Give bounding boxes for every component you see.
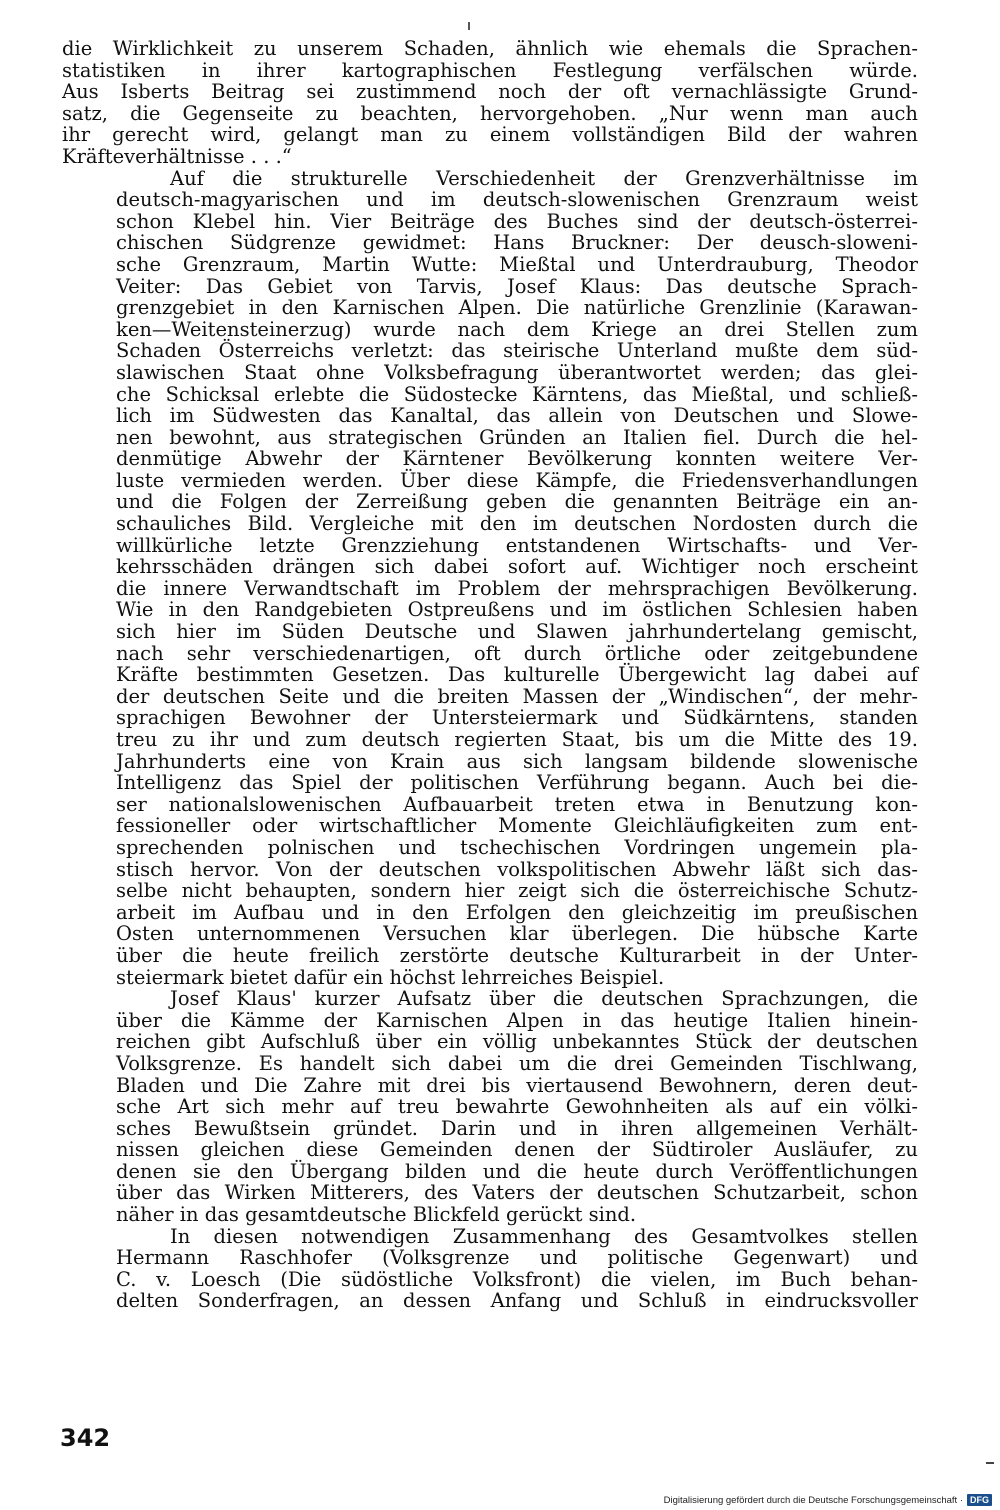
text-line: luste vermieden werden. Über diese Kämpfe, die Friedensverhandlungen: [116, 468, 918, 492]
text-line: Bladen und Die Zahre mit drei bis viertausend Bewohnern, deren deut-: [116, 1073, 918, 1097]
paragraph: [62, 988, 918, 1226]
text-line: nissen gleichen diese Gemeinden denen der Südtiroler Ausläufer, zu: [116, 1138, 918, 1162]
text-line: denen sie den Übergang bilden und die heute durch Veröffentlichungen: [116, 1159, 918, 1183]
text-line: che Schicksal erlebte die Südostecke Kärntens, das Mießtal, und schließ-: [116, 382, 918, 406]
text-line: Volksgrenze. Es handelt sich dabei um die drei Gemeinden Tischlwang,: [116, 1051, 918, 1075]
paragraph: [62, 1226, 918, 1312]
footer-credit: Digitalisierung gefördert durch die Deutsche Forschungsgemeinschaft ·: [663, 1494, 963, 1506]
text-line: delten Sonderfragen, an dessen Anfang und Schluß in eindrucksvoller: [116, 1289, 918, 1313]
body-text: [62, 38, 918, 1312]
text-line: grenzgebiet in den Karnischen Alpen. Die natürliche Grenzlinie (Karawan-: [116, 296, 918, 320]
text-line: ser nationalslowenischen Aufbauarbeit treten etwa in Benutzung kon-: [116, 792, 918, 816]
text-line: der deutschen Seite und die breiten Massen der „Windischen“, der mehr-: [116, 684, 918, 708]
text-line: satz, die Gegenseite zu beachten, hervorgehoben. „Nur wenn man auch: [62, 101, 918, 125]
page-number: 342: [60, 1424, 111, 1452]
text-line: Aus Isberts Beitrag sei zustimmend noch der oft vernachlässigte Grund-: [62, 80, 918, 104]
text-line: Kräfte bestimmten Gesetzen. Das kulturelle Übergewicht lag dabei auf: [116, 663, 918, 687]
text-line: nen bewohnt, aus strategischen Gründen an Italien fiel. Durch die hel-: [116, 425, 918, 449]
text-line: sche Art sich mehr auf treu bewahrte Gewohnheiten als auf ein völki-: [116, 1095, 918, 1119]
text-line: über das Wirken Mitterers, des Vaters der deutschen Schutzarbeit, schon: [116, 1181, 918, 1205]
text-line: In diesen notwendigen Zusammenhang des Gesamtvolkes stellen: [170, 1224, 918, 1248]
text-line: deutsch-magyarischen und im deutsch-slowenischen Grenzraum weist: [116, 188, 918, 212]
text-line: Veiter: Das Gebiet von Tarvis, Josef Klaus: Das deutsche Sprach-: [116, 274, 918, 298]
text-line: Auf die strukturelle Verschiedenheit der Grenzverhältnisse im: [170, 166, 918, 190]
text-line: Josef Klaus' kurzer Aufsatz über die deutschen Sprachzungen, die: [170, 987, 918, 1011]
text-line: fessioneller oder wirtschaftlicher Momente Gleichläufigkeiten zum ent-: [116, 814, 918, 838]
text-line: sprachigen Bewohner der Untersteiermark und Südkärntens, standen: [116, 706, 918, 730]
text-line: stisch hervor. Von der deutschen volkspolitischen Abwehr läßt sich das-: [116, 857, 918, 881]
paragraph: [62, 38, 918, 168]
text-line: Osten unternommenen Versuchen klar überlegen. Die hübsche Karte: [116, 922, 918, 946]
text-line: über die heute freilich zerstörte deutsche Kulturarbeit in der Unter-: [116, 943, 918, 967]
text-line: kehrsschäden drängen sich dabei sofort auf. Wichtiger noch erscheint: [116, 555, 918, 579]
text-line: willkürliche letzte Grenzziehung entstandenen Wirtschafts- und Ver-: [116, 533, 918, 557]
text-line: steiermark bietet dafür ein höchst lehrreiches Beispiel.: [116, 965, 665, 989]
text-line: statistiken in ihrer kartographischen Festlegung verfälschen würde.: [62, 58, 918, 82]
text-line: sprechenden polnischen und tschechischen Vordringen ungemein pla-: [116, 835, 918, 859]
text-line: sches Bewußtsein gründet. Darin und in ihren allgemeinen Verhält-: [116, 1116, 918, 1140]
text-line: chischen Südgrenze gewidmet: Hans Bruckner: Der deusch-sloweni-: [116, 231, 918, 255]
text-line: und die Folgen der Zerreißung geben die genannten Beiträge ein an-: [116, 490, 918, 514]
text-line: ihr gerecht wird, gelangt man zu einem vollständigen Bild der wahren: [62, 123, 918, 147]
text-line: Hermann Raschhofer (Volksgrenze und politische Gegenwart) und: [116, 1246, 918, 1270]
text-line: Kräfteverhältnisse . . .“: [62, 144, 292, 168]
text-line: näher in das gesamtdeutsche Blickfeld gerückt sind.: [116, 1203, 637, 1227]
text-line: arbeit im Aufbau und in den Erfolgen den gleichzeitig im preußischen: [116, 900, 918, 924]
text-line: treu zu ihr und zum deutsch regierten Staat, bis um die Mitte des 19.: [116, 728, 918, 751]
text-line: die Wirklichkeit zu unserem Schaden, ähnlich wie ehemals die Sprachen-: [62, 37, 918, 60]
text-line: Jahrhunderts eine von Krain aus sich langsam bildende slowenische: [116, 749, 918, 773]
text-line: nach sehr verschiedenartigen, oft durch örtliche oder zeitgebundene: [116, 641, 918, 665]
text-line: C. v. Loesch (Die südöstliche Volksfront) die vielen, im Buch behan-: [116, 1267, 918, 1291]
text-line: schauliches Bild. Vergleiche mit den im deutschen Nordosten durch die: [116, 512, 918, 536]
text-line: selbe nicht behaupten, sondern hier zeigt sich die österreichische Schutz-: [116, 879, 918, 903]
text-line: denmütige Abwehr der Kärntener Bevölkerung konnten weitere Ver-: [116, 447, 918, 471]
dfg-logo: DFG: [967, 1494, 992, 1506]
scan-artifact: [986, 1462, 994, 1464]
text-line: schon Klebel hin. Vier Beiträge des Buches sind der deutsch-österrei-: [116, 209, 918, 233]
text-line: sche Grenzraum, Martin Wutte: Mießtal und Unterdrauburg, Theodor: [116, 252, 918, 276]
text-line: lich im Südwesten das Kanaltal, das allein von Deutschen und Slowe-: [116, 404, 918, 428]
text-line: sich hier im Süden Deutsche und Slawen jahrhundertelang gemischt,: [116, 620, 918, 644]
text-line: über die Kämme der Karnischen Alpen in das heutige Italien hinein-: [116, 1008, 918, 1032]
text-line: die innere Verwandtschaft im Problem der mehrsprachigen Bevölkerung.: [116, 576, 918, 600]
text-line: slawischen Staat ohne Volksbefragung überantwortet werden; das glei-: [116, 360, 918, 384]
scan-artifact: [468, 22, 470, 30]
text-line: ken—Weitensteinerzug) wurde nach dem Kriege an drei Stellen zum: [116, 317, 918, 341]
text-line: reichen gibt Aufschluß über ein völlig unbekanntes Stück der deutschen: [116, 1030, 918, 1054]
text-line: Schaden Österreichs verletzt: das steirische Unterland mußte dem süd-: [116, 339, 918, 363]
text-line: Wie in den Randgebieten Ostpreußens und im östlichen Schlesien haben: [116, 598, 918, 622]
text-line: Intelligenz das Spiel der politischen Verführung begann. Auch bei die-: [116, 771, 918, 795]
footer: [664, 1494, 992, 1506]
paragraph: [62, 168, 918, 989]
